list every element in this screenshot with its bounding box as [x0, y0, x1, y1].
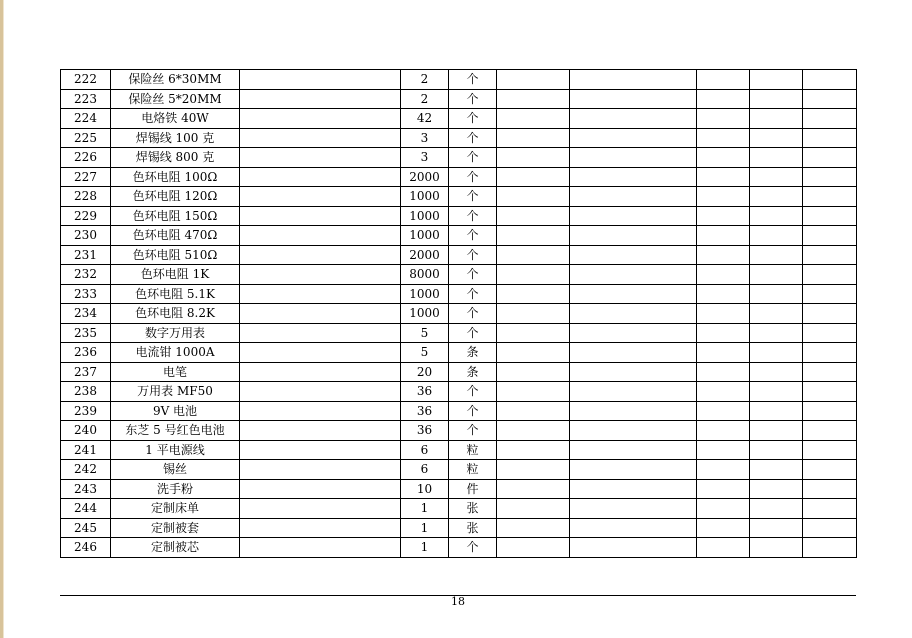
blank-cell [803, 89, 857, 109]
item-name-cell: 电烙铁 40W [111, 109, 240, 129]
blank-cell [570, 148, 697, 168]
item-table [60, 69, 857, 558]
item-name-cell: 东芝 5 号红色电池 [111, 421, 240, 441]
blank-cell [497, 518, 570, 538]
blank-cell [803, 245, 857, 265]
blank-cell [750, 304, 803, 324]
blank-cell [570, 362, 697, 382]
item-name-cell: 色环电阻 8.2K [111, 304, 240, 324]
blank-cell [750, 128, 803, 148]
unit-cell: 个 [449, 206, 497, 226]
blank-cell [497, 128, 570, 148]
blank-cell [803, 265, 857, 285]
blank-cell [697, 479, 750, 499]
blank-cell [570, 323, 697, 343]
blank-cell [570, 499, 697, 519]
row-number-cell: 234 [61, 304, 111, 324]
item-name-cell: 万用表 MF50 [111, 382, 240, 402]
blank-cell [697, 89, 750, 109]
blank-cell [497, 206, 570, 226]
blank-cell [750, 479, 803, 499]
blank-cell [570, 382, 697, 402]
quantity-cell: 3 [401, 148, 449, 168]
blank-cell [750, 499, 803, 519]
blank-cell [803, 148, 857, 168]
row-number-cell: 244 [61, 499, 111, 519]
item-name-cell: 色环电阻 150Ω [111, 206, 240, 226]
blank-cell [497, 167, 570, 187]
table-row [61, 343, 857, 363]
row-number-cell: 224 [61, 109, 111, 129]
spec-cell [240, 167, 401, 187]
table-row [61, 187, 857, 207]
spec-cell [240, 343, 401, 363]
row-number-cell: 239 [61, 401, 111, 421]
blank-cell [497, 148, 570, 168]
blank-cell [497, 401, 570, 421]
row-number-cell: 242 [61, 460, 111, 480]
blank-cell [570, 187, 697, 207]
blank-cell [750, 89, 803, 109]
row-number-cell: 241 [61, 440, 111, 460]
table-row [61, 128, 857, 148]
spec-cell [240, 128, 401, 148]
table-row [61, 304, 857, 324]
blank-cell [497, 323, 570, 343]
blank-cell [497, 284, 570, 304]
table-row [61, 362, 857, 382]
row-number-cell: 222 [61, 70, 111, 90]
blank-cell [697, 265, 750, 285]
item-name-cell: 保险丝 5*20MM [111, 89, 240, 109]
blank-cell [697, 206, 750, 226]
blank-cell [750, 187, 803, 207]
blank-cell [803, 460, 857, 480]
blank-cell [697, 499, 750, 519]
blank-cell [570, 304, 697, 324]
spec-cell [240, 245, 401, 265]
blank-cell [497, 70, 570, 90]
spec-cell [240, 284, 401, 304]
blank-cell [697, 382, 750, 402]
unit-cell: 个 [449, 245, 497, 265]
blank-cell [750, 167, 803, 187]
unit-cell: 条 [449, 362, 497, 382]
item-name-cell: 电流钳 1000A [111, 343, 240, 363]
quantity-cell: 1000 [401, 187, 449, 207]
quantity-cell: 36 [401, 382, 449, 402]
row-number-cell: 236 [61, 343, 111, 363]
row-number-cell: 235 [61, 323, 111, 343]
row-number-cell: 232 [61, 265, 111, 285]
spec-cell [240, 323, 401, 343]
item-name-cell: 色环电阻 5.1K [111, 284, 240, 304]
blank-cell [697, 343, 750, 363]
blank-cell [497, 382, 570, 402]
spec-cell [240, 187, 401, 207]
table-row [61, 401, 857, 421]
table-row [61, 460, 857, 480]
blank-cell [803, 343, 857, 363]
spec-cell [240, 148, 401, 168]
quantity-cell: 1000 [401, 226, 449, 246]
blank-cell [570, 89, 697, 109]
item-name-cell: 锡丝 [111, 460, 240, 480]
item-name-cell: 色环电阻 1K [111, 265, 240, 285]
blank-cell [570, 70, 697, 90]
spec-cell [240, 440, 401, 460]
blank-cell [570, 421, 697, 441]
blank-cell [570, 518, 697, 538]
unit-cell: 粒 [449, 440, 497, 460]
quantity-cell: 1 [401, 538, 449, 558]
item-name-cell: 定制床单 [111, 499, 240, 519]
blank-cell [570, 538, 697, 558]
blank-cell [697, 70, 750, 90]
blank-cell [497, 245, 570, 265]
blank-cell [697, 460, 750, 480]
quantity-cell: 5 [401, 323, 449, 343]
blank-cell [497, 226, 570, 246]
blank-cell [803, 226, 857, 246]
unit-cell: 个 [449, 70, 497, 90]
quantity-cell: 42 [401, 109, 449, 129]
row-number-cell: 238 [61, 382, 111, 402]
blank-cell [697, 167, 750, 187]
item-name-cell: 电笔 [111, 362, 240, 382]
blank-cell [570, 128, 697, 148]
blank-cell [570, 226, 697, 246]
page-number: 18 [451, 595, 465, 608]
blank-cell [803, 538, 857, 558]
item-name-cell: 1 平电源线 [111, 440, 240, 460]
blank-cell [803, 323, 857, 343]
unit-cell: 个 [449, 226, 497, 246]
blank-cell [497, 499, 570, 519]
blank-cell [497, 109, 570, 129]
quantity-cell: 1 [401, 499, 449, 519]
unit-cell: 个 [449, 323, 497, 343]
blank-cell [570, 109, 697, 129]
blank-cell [750, 460, 803, 480]
row-number-cell: 230 [61, 226, 111, 246]
blank-cell [750, 518, 803, 538]
blank-cell [750, 362, 803, 382]
blank-cell [750, 109, 803, 129]
unit-cell: 个 [449, 187, 497, 207]
table-row [61, 148, 857, 168]
spec-cell [240, 206, 401, 226]
blank-cell [750, 421, 803, 441]
blank-cell [803, 70, 857, 90]
table-row [61, 538, 857, 558]
blank-cell [750, 70, 803, 90]
unit-cell: 个 [449, 109, 497, 129]
blank-cell [697, 284, 750, 304]
blank-cell [803, 167, 857, 187]
blank-cell [570, 460, 697, 480]
table-row [61, 382, 857, 402]
table-row [61, 167, 857, 187]
table-row [61, 440, 857, 460]
quantity-cell: 2 [401, 70, 449, 90]
row-number-cell: 228 [61, 187, 111, 207]
blank-cell [697, 440, 750, 460]
table-row [61, 479, 857, 499]
blank-cell [750, 284, 803, 304]
unit-cell: 个 [449, 421, 497, 441]
table-row [61, 421, 857, 441]
unit-cell: 个 [449, 284, 497, 304]
blank-cell [803, 304, 857, 324]
blank-cell [497, 304, 570, 324]
table-row [61, 226, 857, 246]
row-number-cell: 246 [61, 538, 111, 558]
spec-cell [240, 479, 401, 499]
spec-cell [240, 89, 401, 109]
spec-cell [240, 382, 401, 402]
quantity-cell: 20 [401, 362, 449, 382]
quantity-cell: 1 [401, 518, 449, 538]
row-number-cell: 245 [61, 518, 111, 538]
blank-cell [570, 167, 697, 187]
blank-cell [803, 206, 857, 226]
quantity-cell: 36 [401, 401, 449, 421]
unit-cell: 个 [449, 167, 497, 187]
spec-cell [240, 304, 401, 324]
spec-cell [240, 421, 401, 441]
unit-cell: 条 [449, 343, 497, 363]
blank-cell [750, 343, 803, 363]
quantity-cell: 3 [401, 128, 449, 148]
unit-cell: 个 [449, 382, 497, 402]
item-name-cell: 焊锡线 800 克 [111, 148, 240, 168]
item-name-cell: 色环电阻 470Ω [111, 226, 240, 246]
blank-cell [570, 479, 697, 499]
row-number-cell: 231 [61, 245, 111, 265]
unit-cell: 个 [449, 538, 497, 558]
blank-cell [697, 245, 750, 265]
quantity-cell: 2000 [401, 167, 449, 187]
row-number-cell: 227 [61, 167, 111, 187]
row-number-cell: 229 [61, 206, 111, 226]
item-name-cell: 色环电阻 510Ω [111, 245, 240, 265]
item-name-cell: 焊锡线 100 克 [111, 128, 240, 148]
blank-cell [697, 323, 750, 343]
blank-cell [697, 401, 750, 421]
blank-cell [697, 187, 750, 207]
blank-cell [803, 401, 857, 421]
item-name-cell: 色环电阻 100Ω [111, 167, 240, 187]
unit-cell: 粒 [449, 460, 497, 480]
blank-cell [803, 499, 857, 519]
page-edge-shadow [3, 0, 4, 638]
unit-cell: 个 [449, 401, 497, 421]
blank-cell [570, 206, 697, 226]
table-row [61, 323, 857, 343]
blank-cell [570, 343, 697, 363]
row-number-cell: 225 [61, 128, 111, 148]
blank-cell [697, 109, 750, 129]
item-name-cell: 色环电阻 120Ω [111, 187, 240, 207]
spec-cell [240, 538, 401, 558]
blank-cell [570, 265, 697, 285]
blank-cell [803, 362, 857, 382]
quantity-cell: 1000 [401, 206, 449, 226]
blank-cell [570, 245, 697, 265]
table-row [61, 245, 857, 265]
unit-cell: 件 [449, 479, 497, 499]
spec-cell [240, 460, 401, 480]
spec-cell [240, 499, 401, 519]
item-name-cell: 9V 电池 [111, 401, 240, 421]
item-name-cell: 定制被芯 [111, 538, 240, 558]
row-number-cell: 233 [61, 284, 111, 304]
item-name-cell: 数字万用表 [111, 323, 240, 343]
quantity-cell: 10 [401, 479, 449, 499]
quantity-cell: 2 [401, 89, 449, 109]
row-number-cell: 243 [61, 479, 111, 499]
quantity-cell: 36 [401, 421, 449, 441]
blank-cell [570, 440, 697, 460]
blank-cell [750, 538, 803, 558]
blank-cell [750, 226, 803, 246]
blank-cell [750, 265, 803, 285]
row-number-cell: 223 [61, 89, 111, 109]
spec-cell [240, 226, 401, 246]
item-name-cell: 洗手粉 [111, 479, 240, 499]
blank-cell [570, 284, 697, 304]
blank-cell [697, 518, 750, 538]
unit-cell: 个 [449, 128, 497, 148]
blank-cell [497, 440, 570, 460]
quantity-cell: 1000 [401, 284, 449, 304]
blank-cell [497, 479, 570, 499]
blank-cell [803, 187, 857, 207]
blank-cell [803, 518, 857, 538]
blank-cell [697, 538, 750, 558]
blank-cell [750, 323, 803, 343]
spec-cell [240, 362, 401, 382]
quantity-cell: 6 [401, 460, 449, 480]
row-number-cell: 240 [61, 421, 111, 441]
blank-cell [497, 538, 570, 558]
blank-cell [803, 128, 857, 148]
blank-cell [803, 382, 857, 402]
blank-cell [750, 401, 803, 421]
blank-cell [803, 421, 857, 441]
unit-cell: 张 [449, 499, 497, 519]
quantity-cell: 5 [401, 343, 449, 363]
item-name-cell: 定制被套 [111, 518, 240, 538]
table-row [61, 70, 857, 90]
spec-cell [240, 401, 401, 421]
blank-cell [803, 109, 857, 129]
table-row [61, 109, 857, 129]
spec-cell [240, 109, 401, 129]
blank-cell [497, 89, 570, 109]
table-row [61, 206, 857, 226]
blank-cell [497, 362, 570, 382]
quantity-cell: 8000 [401, 265, 449, 285]
blank-cell [497, 421, 570, 441]
quantity-cell: 1000 [401, 304, 449, 324]
blank-cell [697, 226, 750, 246]
blank-cell [497, 460, 570, 480]
blank-cell [750, 206, 803, 226]
row-number-cell: 226 [61, 148, 111, 168]
blank-cell [697, 362, 750, 382]
item-name-cell: 保险丝 6*30MM [111, 70, 240, 90]
item-table-container [60, 69, 857, 558]
spec-cell [240, 70, 401, 90]
spec-cell [240, 265, 401, 285]
table-row [61, 518, 857, 538]
spec-cell [240, 518, 401, 538]
table-row [61, 265, 857, 285]
blank-cell [803, 479, 857, 499]
blank-cell [803, 440, 857, 460]
table-row [61, 499, 857, 519]
blank-cell [697, 421, 750, 441]
blank-cell [697, 304, 750, 324]
blank-cell [497, 187, 570, 207]
table-row [61, 284, 857, 304]
quantity-cell: 2000 [401, 245, 449, 265]
blank-cell [697, 128, 750, 148]
item-table-body [61, 70, 857, 558]
table-row [61, 89, 857, 109]
blank-cell [497, 343, 570, 363]
unit-cell: 张 [449, 518, 497, 538]
unit-cell: 个 [449, 89, 497, 109]
blank-cell [750, 440, 803, 460]
unit-cell: 个 [449, 304, 497, 324]
blank-cell [570, 401, 697, 421]
blank-cell [497, 265, 570, 285]
blank-cell [750, 382, 803, 402]
blank-cell [803, 284, 857, 304]
row-number-cell: 237 [61, 362, 111, 382]
unit-cell: 个 [449, 148, 497, 168]
blank-cell [750, 148, 803, 168]
blank-cell [750, 245, 803, 265]
unit-cell: 个 [449, 265, 497, 285]
quantity-cell: 6 [401, 440, 449, 460]
blank-cell [697, 148, 750, 168]
